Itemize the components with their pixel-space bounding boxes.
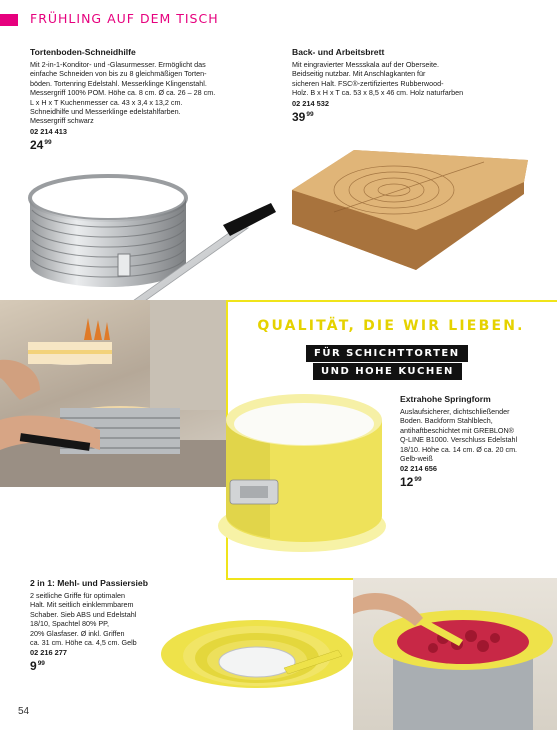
product-springform bbox=[400, 394, 555, 489]
price-cents: 99 bbox=[44, 138, 52, 146]
product-title: 2 in 1: Mehl- und Passiersieb bbox=[30, 578, 148, 588]
sieve-image bbox=[160, 598, 355, 708]
product-description: Mit eingravierter Messskala auf der Oberseite. Beidseitig nutzbar. Mit Anschlagkanten für sicheren Halt. FSC®-zertifiziertes Rubberwood- Holz. B x H x T ca. 53 x 8,5 x 46 cm. Holz naturfarben bbox=[292, 60, 464, 98]
price-cents: 99 bbox=[414, 476, 422, 484]
price-cents: 99 bbox=[37, 660, 45, 668]
springform-image bbox=[210, 378, 400, 568]
price-main: 39 bbox=[292, 109, 306, 124]
price-main: 24 bbox=[30, 137, 44, 152]
page-title: FRÜHLING AUF DEM TISCH bbox=[30, 11, 219, 26]
product-number: 02 214 532 bbox=[292, 98, 329, 108]
product-number: 02 216 277 bbox=[30, 648, 67, 658]
price-cents: 99 bbox=[306, 110, 314, 118]
product-cake-cutter bbox=[30, 47, 280, 152]
banner-line-1: FÜR SCHICHTTORTEN bbox=[306, 345, 468, 362]
price-main: 12 bbox=[400, 475, 414, 490]
banner-slogan: QUALITÄT, DIE WIR LIEBEN. bbox=[257, 318, 525, 334]
product-number: 02 214 413 bbox=[30, 126, 67, 136]
price-main: 9 bbox=[30, 659, 37, 674]
product-description: Mit 2-in-1-Konditor- und -Glasurmesser. Ermöglicht das einfache Schneiden von bis zu 8 gleichmäßigen Torten- böden. Tortenring Edelstahl. Messerklinge Klingenstahl. Messergriff 100% POM. Höhe ca. 8 cm. Ø ca. 26 – 28 cm. L x H x T Kuchenmesser ca. 43 x 3,4 x 13,2 cm. Schneidhilfe und Messerklinge edelstahlfarben. Messergriff schwarz bbox=[30, 60, 216, 126]
page-number: 54 bbox=[18, 706, 30, 717]
cake-cutter-image bbox=[28, 170, 278, 320]
sieve-raspberry-photo bbox=[353, 578, 557, 730]
baking-board-image bbox=[284, 142, 534, 282]
product-title: Back- und Arbeitsbrett bbox=[292, 47, 385, 57]
header-accent-bar bbox=[0, 14, 18, 26]
product-description: Auslaufsicherer, dichtschließender Boden. Backform Stahlblech, antihaftbeschichtet mit GREBLON® Q-LINE B1000. Verschluss Edelstahl 18/10. Höhe ca. 14 cm. Ø ca. 20 cm. Gelb-weiß bbox=[400, 407, 518, 464]
product-price bbox=[400, 475, 555, 489]
product-board bbox=[292, 47, 532, 124]
product-description: 2 seitliche Griffe für optimalen Halt. Mit seitlich einklemmbarem Schaber. Sieb ABS und Edelstahl 18/10, Spachtel 80% PP, 20% Glasfaser. Ø inkl. Griffen ca. 31 cm. Höhe ca. 4,5 cm. Gelb bbox=[30, 591, 137, 648]
product-title: Tortenboden-Schneidhilfe bbox=[30, 47, 136, 57]
product-title: Extrahohe Springform bbox=[400, 394, 491, 404]
product-price bbox=[292, 110, 532, 124]
product-number: 02 214 656 bbox=[400, 464, 437, 474]
cake-cutting-photo bbox=[0, 300, 226, 487]
banner-line-2: UND HOHE KUCHEN bbox=[313, 363, 462, 380]
product-price bbox=[30, 138, 280, 152]
